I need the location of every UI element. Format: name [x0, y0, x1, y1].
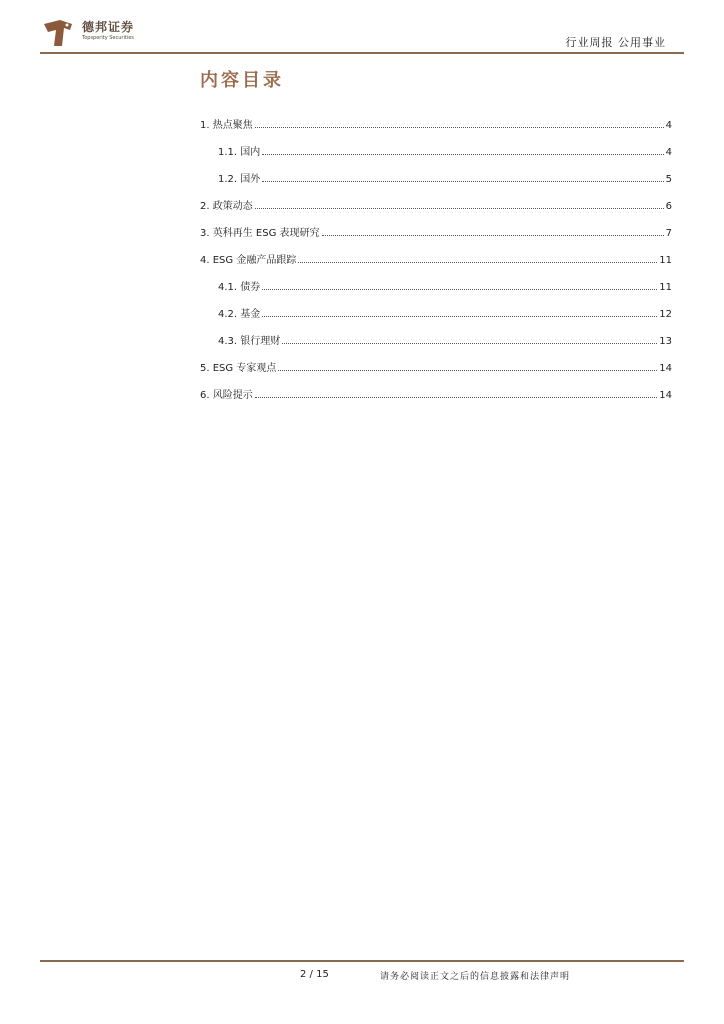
toc-entry[interactable]: [200, 131, 672, 158]
toc-leader-dots: [262, 153, 663, 155]
toc-entry[interactable]: [200, 239, 672, 266]
logo-text-en: Topsperity Securities: [82, 35, 134, 41]
toc-entry[interactable]: [200, 185, 672, 212]
toc-entry-label: 5. ESG 专家观点: [200, 363, 277, 374]
toc-entry[interactable]: [200, 293, 672, 320]
table-of-contents: [200, 104, 672, 401]
toc-leader-dots: [322, 234, 664, 236]
toc-entry[interactable]: [200, 158, 672, 185]
toc-entry[interactable]: [200, 104, 672, 131]
toc-entry-page: 7: [665, 228, 672, 239]
toc-entry[interactable]: [200, 212, 672, 239]
page-number: 2 / 15: [300, 969, 329, 980]
company-logo: [40, 14, 160, 50]
toc-entry-label: 3. 英科再生 ESG 表现研究: [200, 228, 320, 239]
toc-leader-dots: [262, 288, 657, 290]
toc-entry-page: 4: [665, 120, 672, 131]
logo-mark-icon: [40, 16, 76, 48]
toc-leader-dots: [255, 396, 658, 398]
toc-entry-label: 4. ESG 金融产品跟踪: [200, 255, 297, 266]
toc-title: 内容目录: [200, 70, 284, 91]
toc-leader-dots: [278, 369, 657, 371]
toc-entry-page: 12: [659, 309, 672, 320]
toc-entry[interactable]: [200, 266, 672, 293]
toc-entry-label: 1. 热点聚焦: [200, 120, 253, 131]
toc-leader-dots: [262, 180, 663, 182]
toc-entry-page: 14: [659, 390, 672, 401]
toc-entry-page: 5: [665, 174, 672, 185]
toc-entry-page: 11: [659, 255, 672, 266]
toc-entry-label: 4.2. 基金: [218, 309, 261, 320]
toc-entry-label: 2. 政策动态: [200, 201, 253, 212]
toc-entry-label: 1.1. 国内: [218, 147, 261, 158]
disclaimer-notice: 请务必阅读正文之后的信息披露和法律声明: [380, 972, 571, 982]
toc-entry-page: 14: [659, 363, 672, 374]
document-type: 行业周报 公用事业: [565, 36, 666, 49]
toc-entry-label: 1.2. 国外: [218, 174, 261, 185]
toc-entry[interactable]: [200, 347, 672, 374]
toc-entry-page: 6: [665, 201, 672, 212]
footer-divider: [40, 960, 684, 962]
toc-entry-page: 13: [659, 336, 672, 347]
toc-leader-dots: [262, 315, 657, 317]
header-divider: [40, 52, 684, 54]
toc-leader-dots: [255, 126, 664, 128]
toc-entry-page: 4: [665, 147, 672, 158]
toc-leader-dots: [255, 207, 664, 209]
logo-text-cn: 德邦证券: [82, 20, 135, 34]
toc-entry-page: 11: [659, 282, 672, 293]
toc-entry-label: 6. 风险提示: [200, 390, 253, 401]
toc-leader-dots: [298, 261, 657, 263]
toc-entry[interactable]: [200, 374, 672, 401]
toc-entry[interactable]: [200, 320, 672, 347]
toc-leader-dots: [282, 342, 657, 344]
toc-entry-label: 4.1. 债券: [218, 282, 261, 293]
toc-entry-label: 4.3. 银行理财: [218, 336, 281, 347]
